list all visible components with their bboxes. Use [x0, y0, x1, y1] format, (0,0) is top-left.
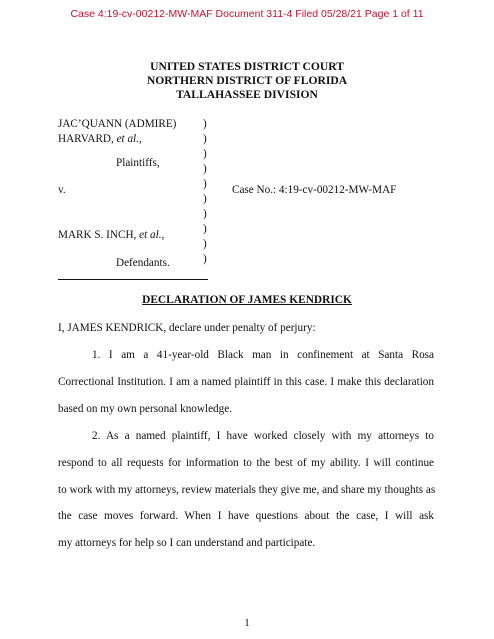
paragraph-2-line-2: respond to all requests for information to the best of my ability. I will continue [58, 457, 434, 469]
filing-header-stamp: Case 4:19-cv-00212-MW-MAF Document 311-4 Filed 05/28/21 Page 1 of 11 [70, 8, 424, 20]
caption-divider [58, 279, 208, 280]
document-title: DECLARATION OF JAMES KENDRICK [142, 294, 352, 306]
paragraph-1-line-3: based on my own personal knowledge. [58, 403, 232, 415]
caption-paren: ) [203, 163, 207, 175]
paragraph-1-line-2: Correctional Institution. I am a named plaintiff in this case. I make this declaration [58, 376, 434, 388]
plaintiff-name-line-1: JAC’QUANN (ADMIRE) [58, 118, 177, 130]
caption-paren: ) [203, 178, 207, 190]
caption-paren: ) [203, 253, 207, 265]
caption-paren: ) [203, 238, 207, 250]
caption-paren: ) [203, 118, 207, 130]
paragraph-1-line-1: 1. I am a 41-year-old Black man in confinement at Santa Rosa [92, 349, 434, 361]
paragraph-2-line-3: to work with my attorneys, review materials they give me, and share my thoughts as [58, 484, 436, 496]
intro-paragraph: I, JAMES KENDRICK, declare under penalty of perjury: [58, 322, 316, 334]
court-name-line-2: NORTHERN DISTRICT OF FLORIDA [146, 74, 348, 87]
caption-paren: ) [203, 223, 207, 235]
defendant-name: MARK S. INCH, et al., [58, 229, 165, 241]
paragraph-2-line-1: 2. As a named plaintiff, I have worked closely with my attorneys to [92, 430, 434, 442]
caption-paren: ) [203, 208, 207, 220]
caption-paren: ) [203, 133, 207, 145]
paragraph-2-line-4: the case moves forward. When I have questions about the case, I will ask [58, 510, 434, 522]
paragraph-2-line-5: my attorneys for help so I can understand and participate. [58, 537, 316, 549]
defendants-label: Defendants. [116, 257, 170, 269]
court-division: TALLAHASSEE DIVISION [176, 88, 318, 101]
case-number: Case No.: 4:19-cv-00212-MW-MAF [232, 184, 397, 196]
plaintiffs-label: Plaintiffs, [116, 157, 160, 169]
caption-paren: ) [203, 148, 207, 160]
versus-label: v. [58, 184, 66, 196]
caption-paren: ) [203, 193, 207, 205]
court-name-line-1: UNITED STATES DISTRICT COURT [150, 60, 344, 73]
plaintiff-name-line-2: HARVARD, et al., [58, 133, 142, 145]
page-number: 1 [244, 617, 250, 629]
